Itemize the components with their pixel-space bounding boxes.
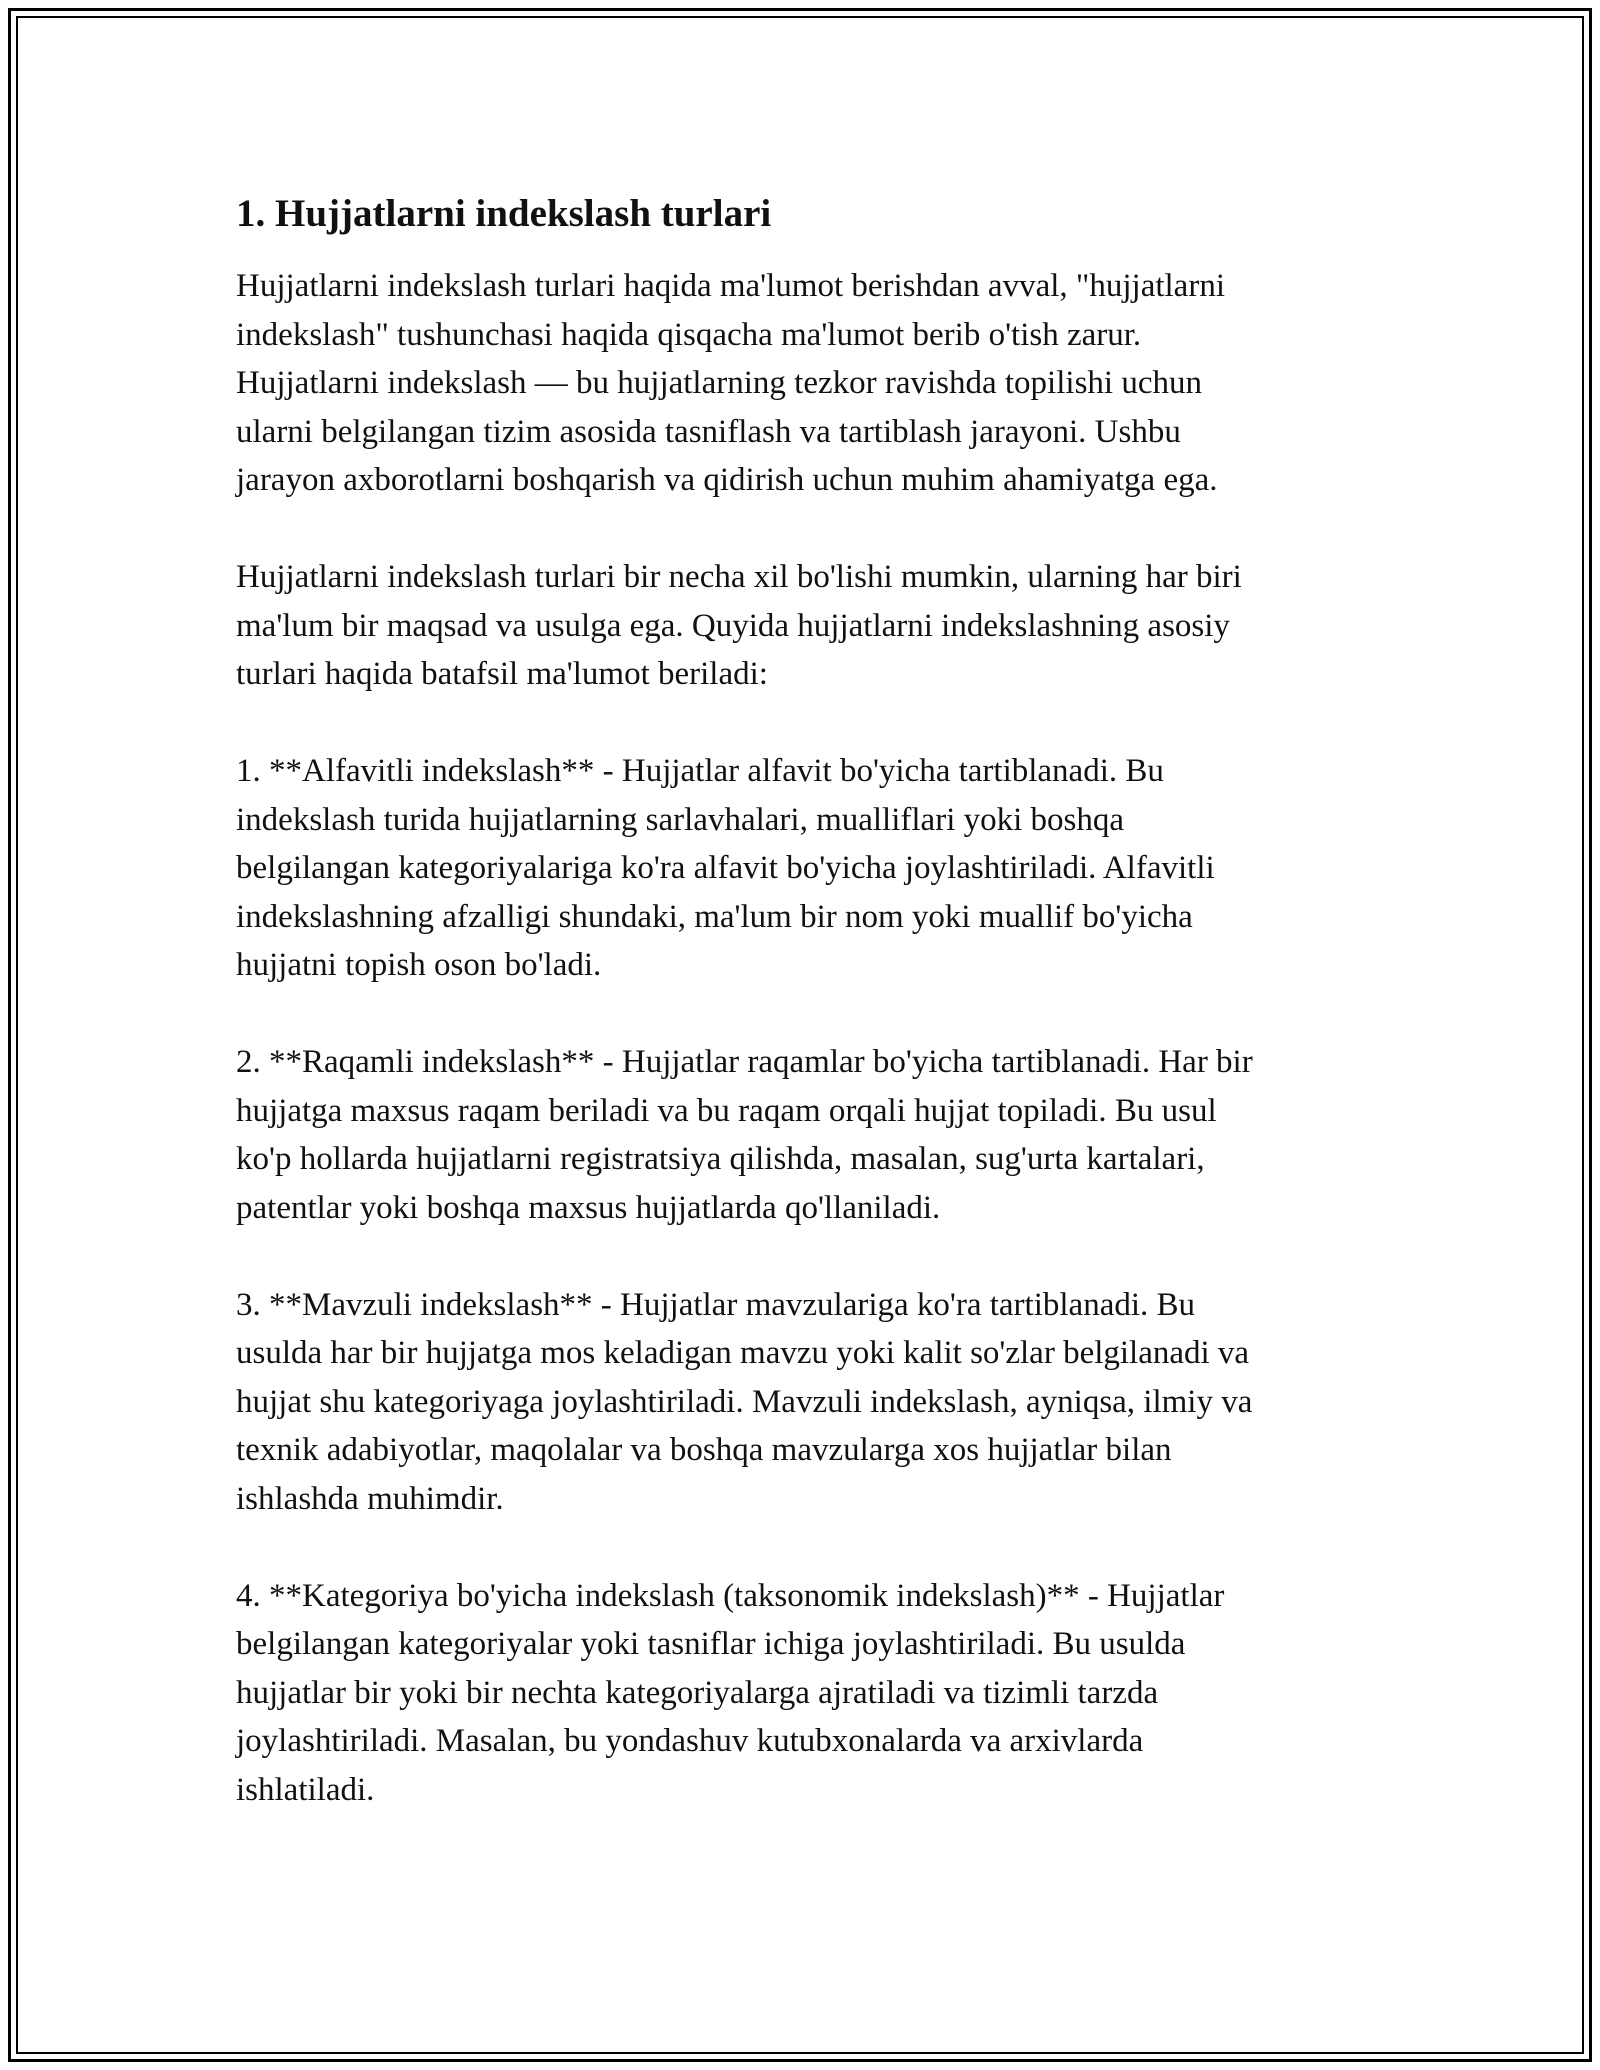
text-line: Hujjatlarni indekslash — bu hujjatlarning tezkor ravishda topilishi uchun: [236, 365, 1202, 401]
text-line: indekslash" tushunchasi haqida qisqacha ma'lumot berib o'tish zarur.: [236, 316, 1142, 353]
text-line: hujjatni topish oson bo'ladi.: [236, 947, 602, 983]
text-line: 4. **Kategoriya bo'yicha indekslash (taksonomik indekslash)** - Hujjatlar: [236, 1577, 1225, 1614]
text-line: ularni belgilangan tizim asosida tasniflash va tartiblash jarayoni. Ushbu: [236, 413, 1181, 450]
paragraph-intro: [236, 262, 1376, 505]
text-line: 3. **Mavzuli indekslash** - Hujjatlar mavzulariga ko'ra tartiblanadi. Bu: [236, 1286, 1196, 1323]
document-title: 1. Hujjatlarni indekslash turlari: [236, 192, 772, 235]
text-line: usulda har bir hujjatga mos keladigan mavzu yoki kalit so'zlar belgilanadi va: [236, 1335, 1250, 1371]
text-line: texnik adabiyotlar, maqolalar va boshqa mavzularga xos hujjatlar bilan: [236, 1432, 1172, 1468]
text-line: ma'lum bir maqsad va usulga ega. Quyida hujjatlarni indekslashning asosiy: [236, 607, 1230, 644]
text-line: joylashtiriladi. Masalan, bu yondashuv kutubxonalarda va arxivlarda: [236, 1723, 1144, 1759]
text-line: 1. **Alfavitli indekslash** - Hujjatlar alfavit bo'yicha tartiblanadi. Bu: [236, 753, 1164, 789]
text-line: belgilangan kategoriyalariga ko'ra alfavit bo'yicha joylashtiriladi. Alfavitli: [236, 850, 1215, 886]
paragraph-subject-indexing: [236, 1281, 1376, 1524]
text-line: jarayon axborotlarni boshqarish va qidirish uchun muhim ahamiyatga ega.: [236, 462, 1218, 498]
paragraph-category-indexing: [236, 1572, 1376, 1815]
document-body: [236, 186, 1376, 1863]
text-line: ko'p hollarda hujjatlarni registratsiya qilishda, masalan, sug'urta kartalari,: [236, 1141, 1205, 1177]
text-line: ishlatiladi.: [236, 1771, 375, 1808]
text-line: hujjatlar bir yoki bir nechta kategoriyalarga ajratiladi va tizimli tarzda: [236, 1674, 1159, 1711]
paragraph-types-overview: [236, 553, 1376, 699]
text-line: belgilangan kategoriyalar yoki tasniflar ichiga joylashtiriladi. Bu usulda: [236, 1626, 1186, 1662]
text-line: ishlashda muhimdir.: [236, 1480, 504, 1517]
text-line: 2. **Raqamli indekslash** - Hujjatlar raqamlar bo'yicha tartiblanadi. Har bir: [236, 1044, 1253, 1080]
paragraph-numeric-indexing: [236, 1038, 1376, 1232]
text-line: patentlar yoki boshqa maxsus hujjatlarda qo'llaniladi.: [236, 1189, 941, 1226]
text-line: Hujjatlarni indekslash turlari bir necha xil bo'lishi mumkin, ularning har biri: [236, 559, 1242, 595]
text-line: hujjatga maxsus raqam beriladi va bu raqam orqali hujjat topiladi. Bu usul: [236, 1092, 1217, 1129]
text-line: hujjat shu kategoriyaga joylashtiriladi. Mavzuli indekslash, ayniqsa, ilmiy va: [236, 1383, 1253, 1420]
text-line: Hujjatlarni indekslash turlari haqida ma'lumot berishdan avval, "hujjatlarni: [236, 268, 1225, 304]
text-line: indekslashning afzalligi shundaki, ma'lum bir nom yoki muallif bo'yicha: [236, 898, 1193, 935]
text-line: indekslash turida hujjatlarning sarlavhalari, mualliflari yoki boshqa: [236, 801, 1125, 838]
text-line: turlari haqida batafsil ma'lumot beriladi:: [236, 656, 768, 692]
paragraph-alphabetic-indexing: [236, 747, 1376, 990]
